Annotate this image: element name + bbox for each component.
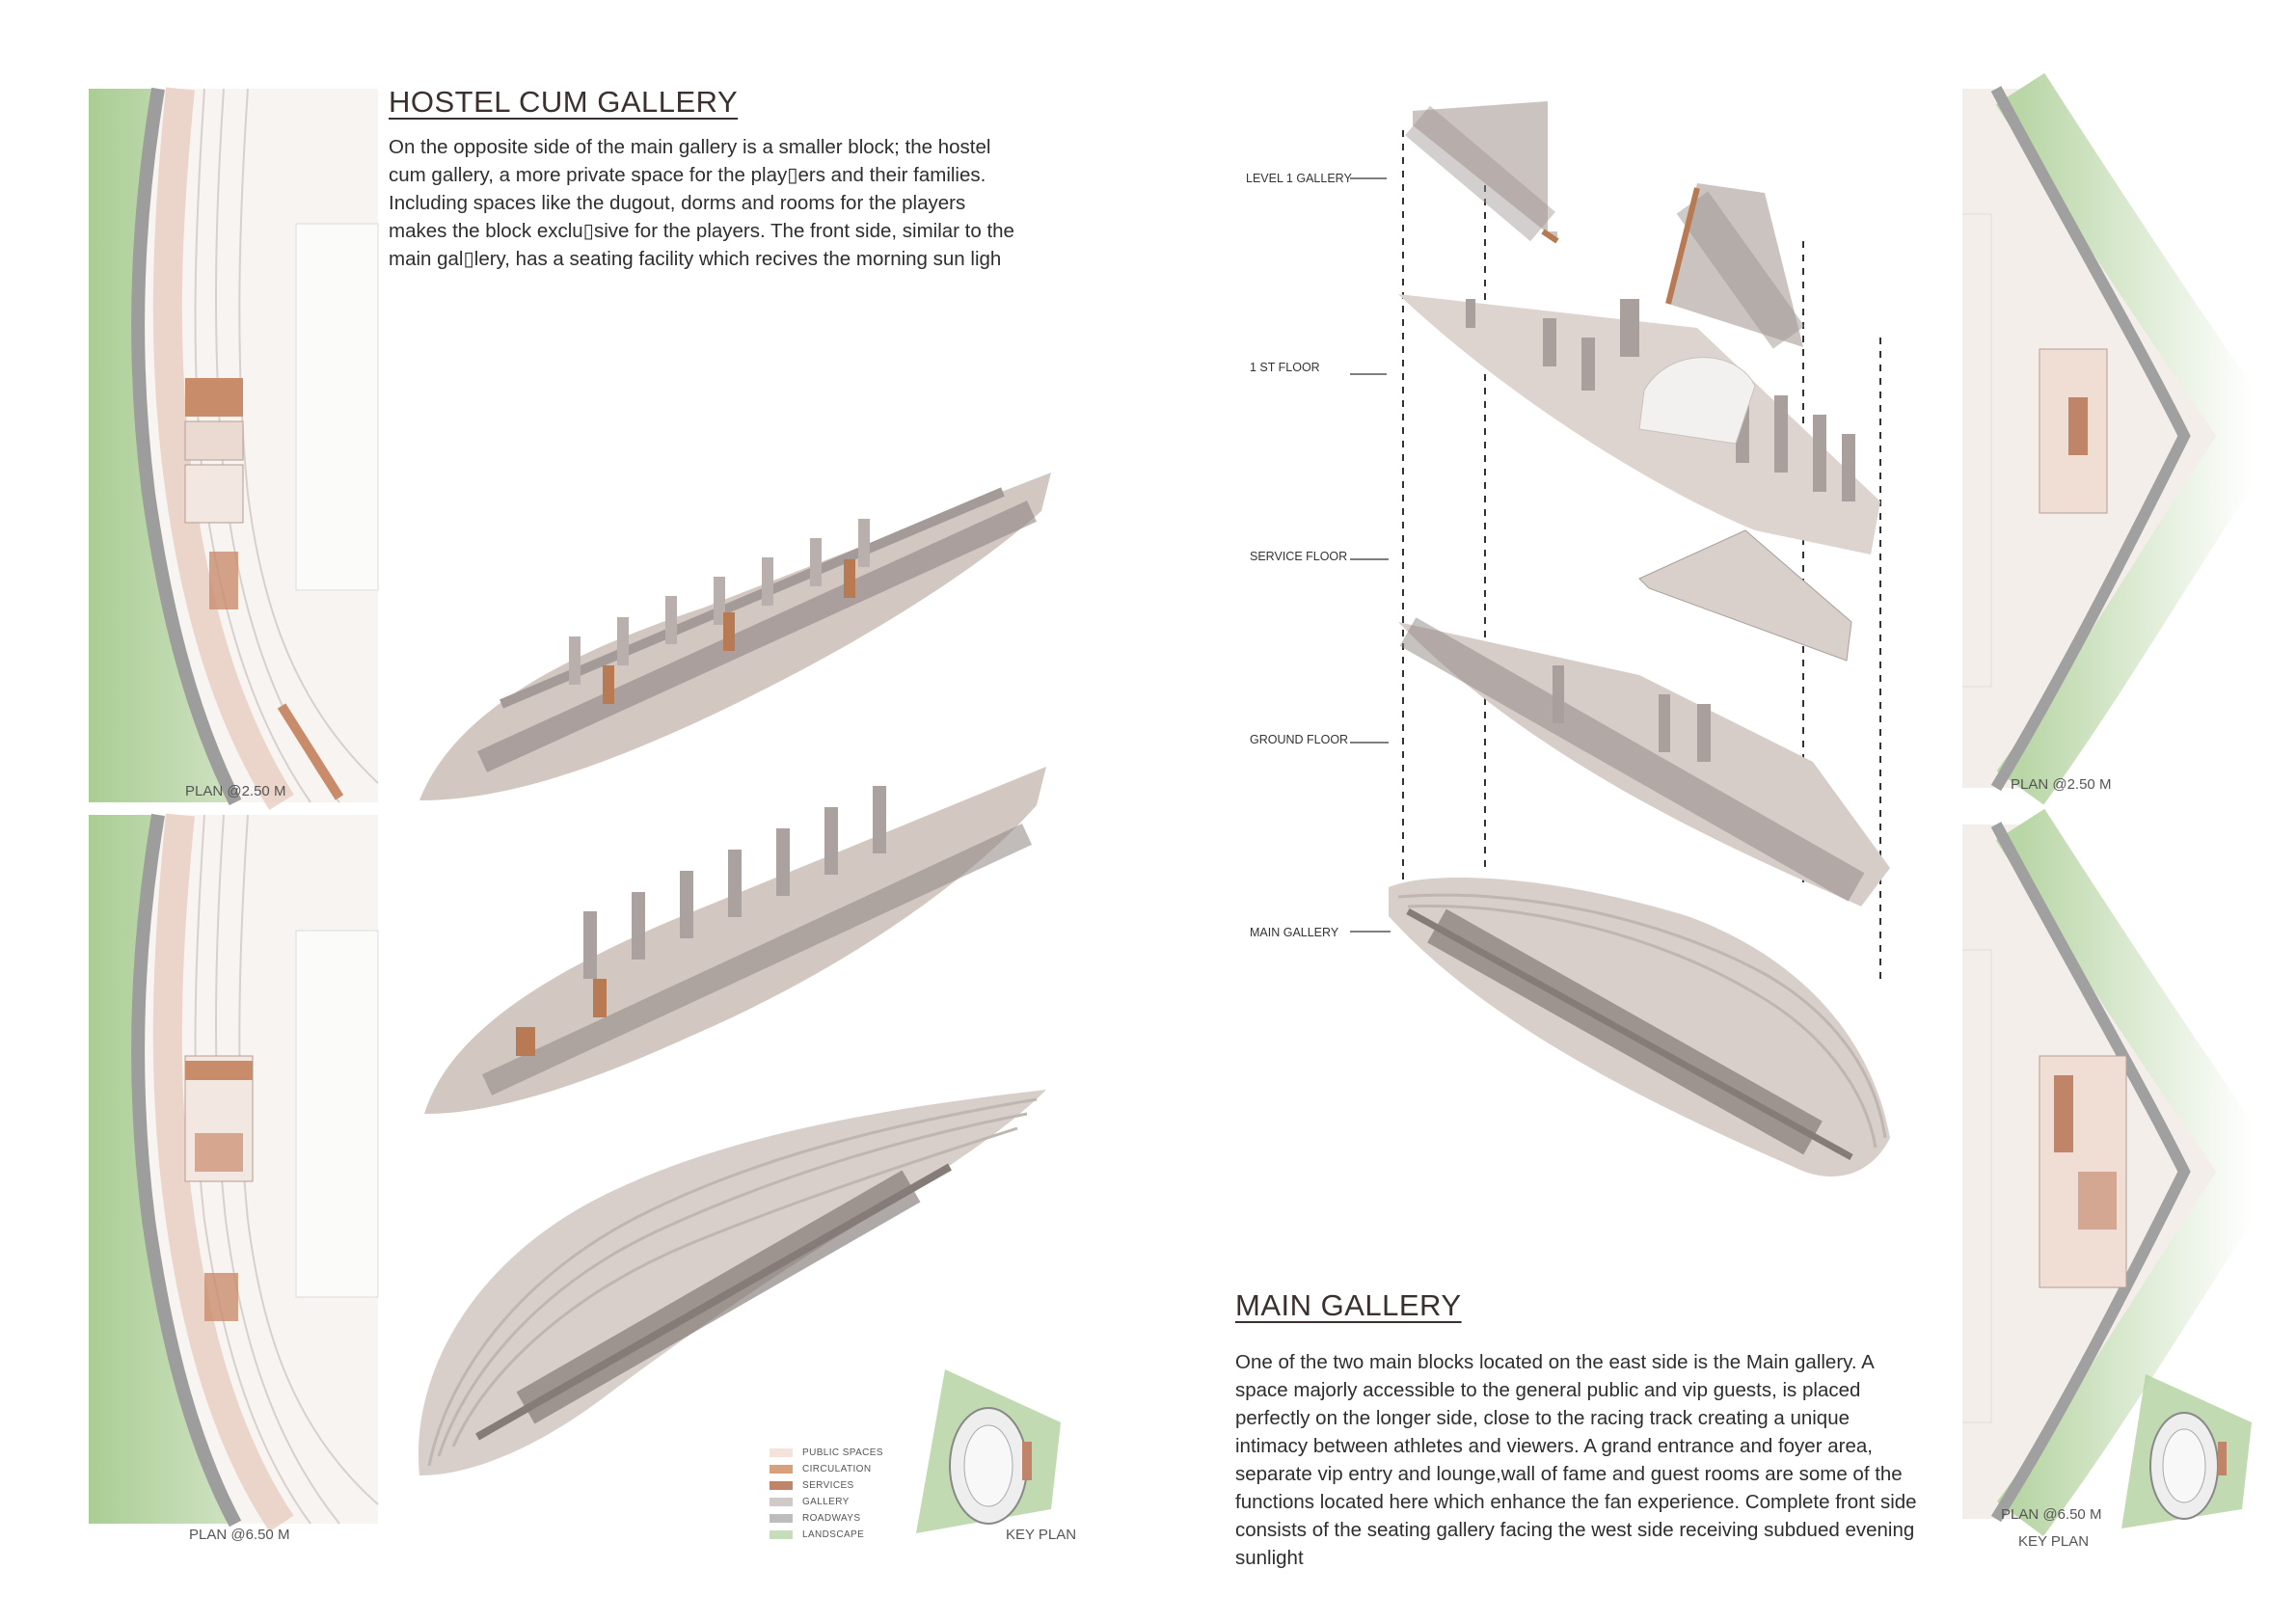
key-plan-right-label: KEY PLAN [2018,1533,2090,1550]
layer-label-service-floor: SERVICE FLOOR [1250,550,1348,563]
exploded-axo [1350,96,1929,1186]
main-description: One of the two main blocks located on the east side is the Main gallery. A space majorly accessible to the general public and vip guests, is placed perfectly on the longer side, close to the racing track creating a unique intimacy between athletes and viewers. A grand entrance and foyer area, separate vip entry and lounge,wall of fame and guest rooms are some of the functions located here which enhance the fan experience. Complete front side consists of the seating gallery facing the west side receiving subdued evening sunlight [1235,1351,1917,1569]
legend-label: CIRCULATION [802,1464,872,1474]
legend-label: ROADWAYS [802,1513,861,1524]
legend [770,1445,883,1543]
legend-swatch [770,1481,793,1490]
key-plan-left-label: KEY PLAN [1006,1527,1077,1543]
legend-item [770,1510,883,1527]
legend-swatch [770,1530,793,1539]
hostel-axo-ground [415,473,1051,810]
legend-item [770,1477,883,1494]
key-plan-left [906,1365,1070,1538]
plan-right-upper [1962,89,2252,793]
hostel-description: On the opposite side of the main gallery is a smaller block; the hostel cum gallery, a more private space for the play▯ers and their families. Including spaces like the dugout, dorms and rooms for the players makes the block exclu▯sive for the players. The front side, similar to the main gal▯lery, has a seating facility which recives the morning sun ligh [389,136,1014,270]
layer-label-level1: LEVEL 1 GALLERY [1246,172,1352,185]
legend-swatch [770,1514,793,1523]
plan-left-lower-drawing [89,815,378,1524]
plan-left-lower-label: PLAN @6.50 M [189,1527,290,1543]
hostel-axo-first-floor [419,767,1056,1123]
plan-left-upper-drawing [89,89,378,802]
plan-right-upper-drawing [1962,89,2252,788]
plan-right-lower-label: PLAN @6.50 M [2001,1506,2102,1523]
legend-item [770,1494,883,1510]
layer-label-first-floor: 1 ST FLOOR [1250,361,1320,374]
hostel-title: HOSTEL CUM GALLERY [389,85,739,119]
legend-label: PUBLIC SPACES [802,1447,883,1458]
layer-label-ground-floor: GROUND FLOOR [1250,733,1349,746]
legend-label: GALLERY [802,1497,850,1507]
legend-label: SERVICES [802,1480,854,1491]
legend-item [770,1461,883,1477]
legend-item [770,1445,883,1461]
main-title: MAIN GALLERY [1235,1288,1462,1322]
plan-left-upper-label: PLAN @2.50 M [185,783,286,799]
legend-swatch [770,1498,793,1506]
key-plan-right [2117,1369,2261,1533]
plan-left-upper [89,89,378,802]
layer-label-main-gallery: MAIN GALLERY [1250,926,1339,939]
plan-left-lower [89,815,378,1543]
legend-label: LANDSCAPE [802,1529,865,1540]
plan-right-upper-label: PLAN @2.50 M [2011,776,2112,793]
legend-swatch [770,1465,793,1474]
legend-item [770,1527,883,1543]
legend-swatch [770,1448,793,1457]
